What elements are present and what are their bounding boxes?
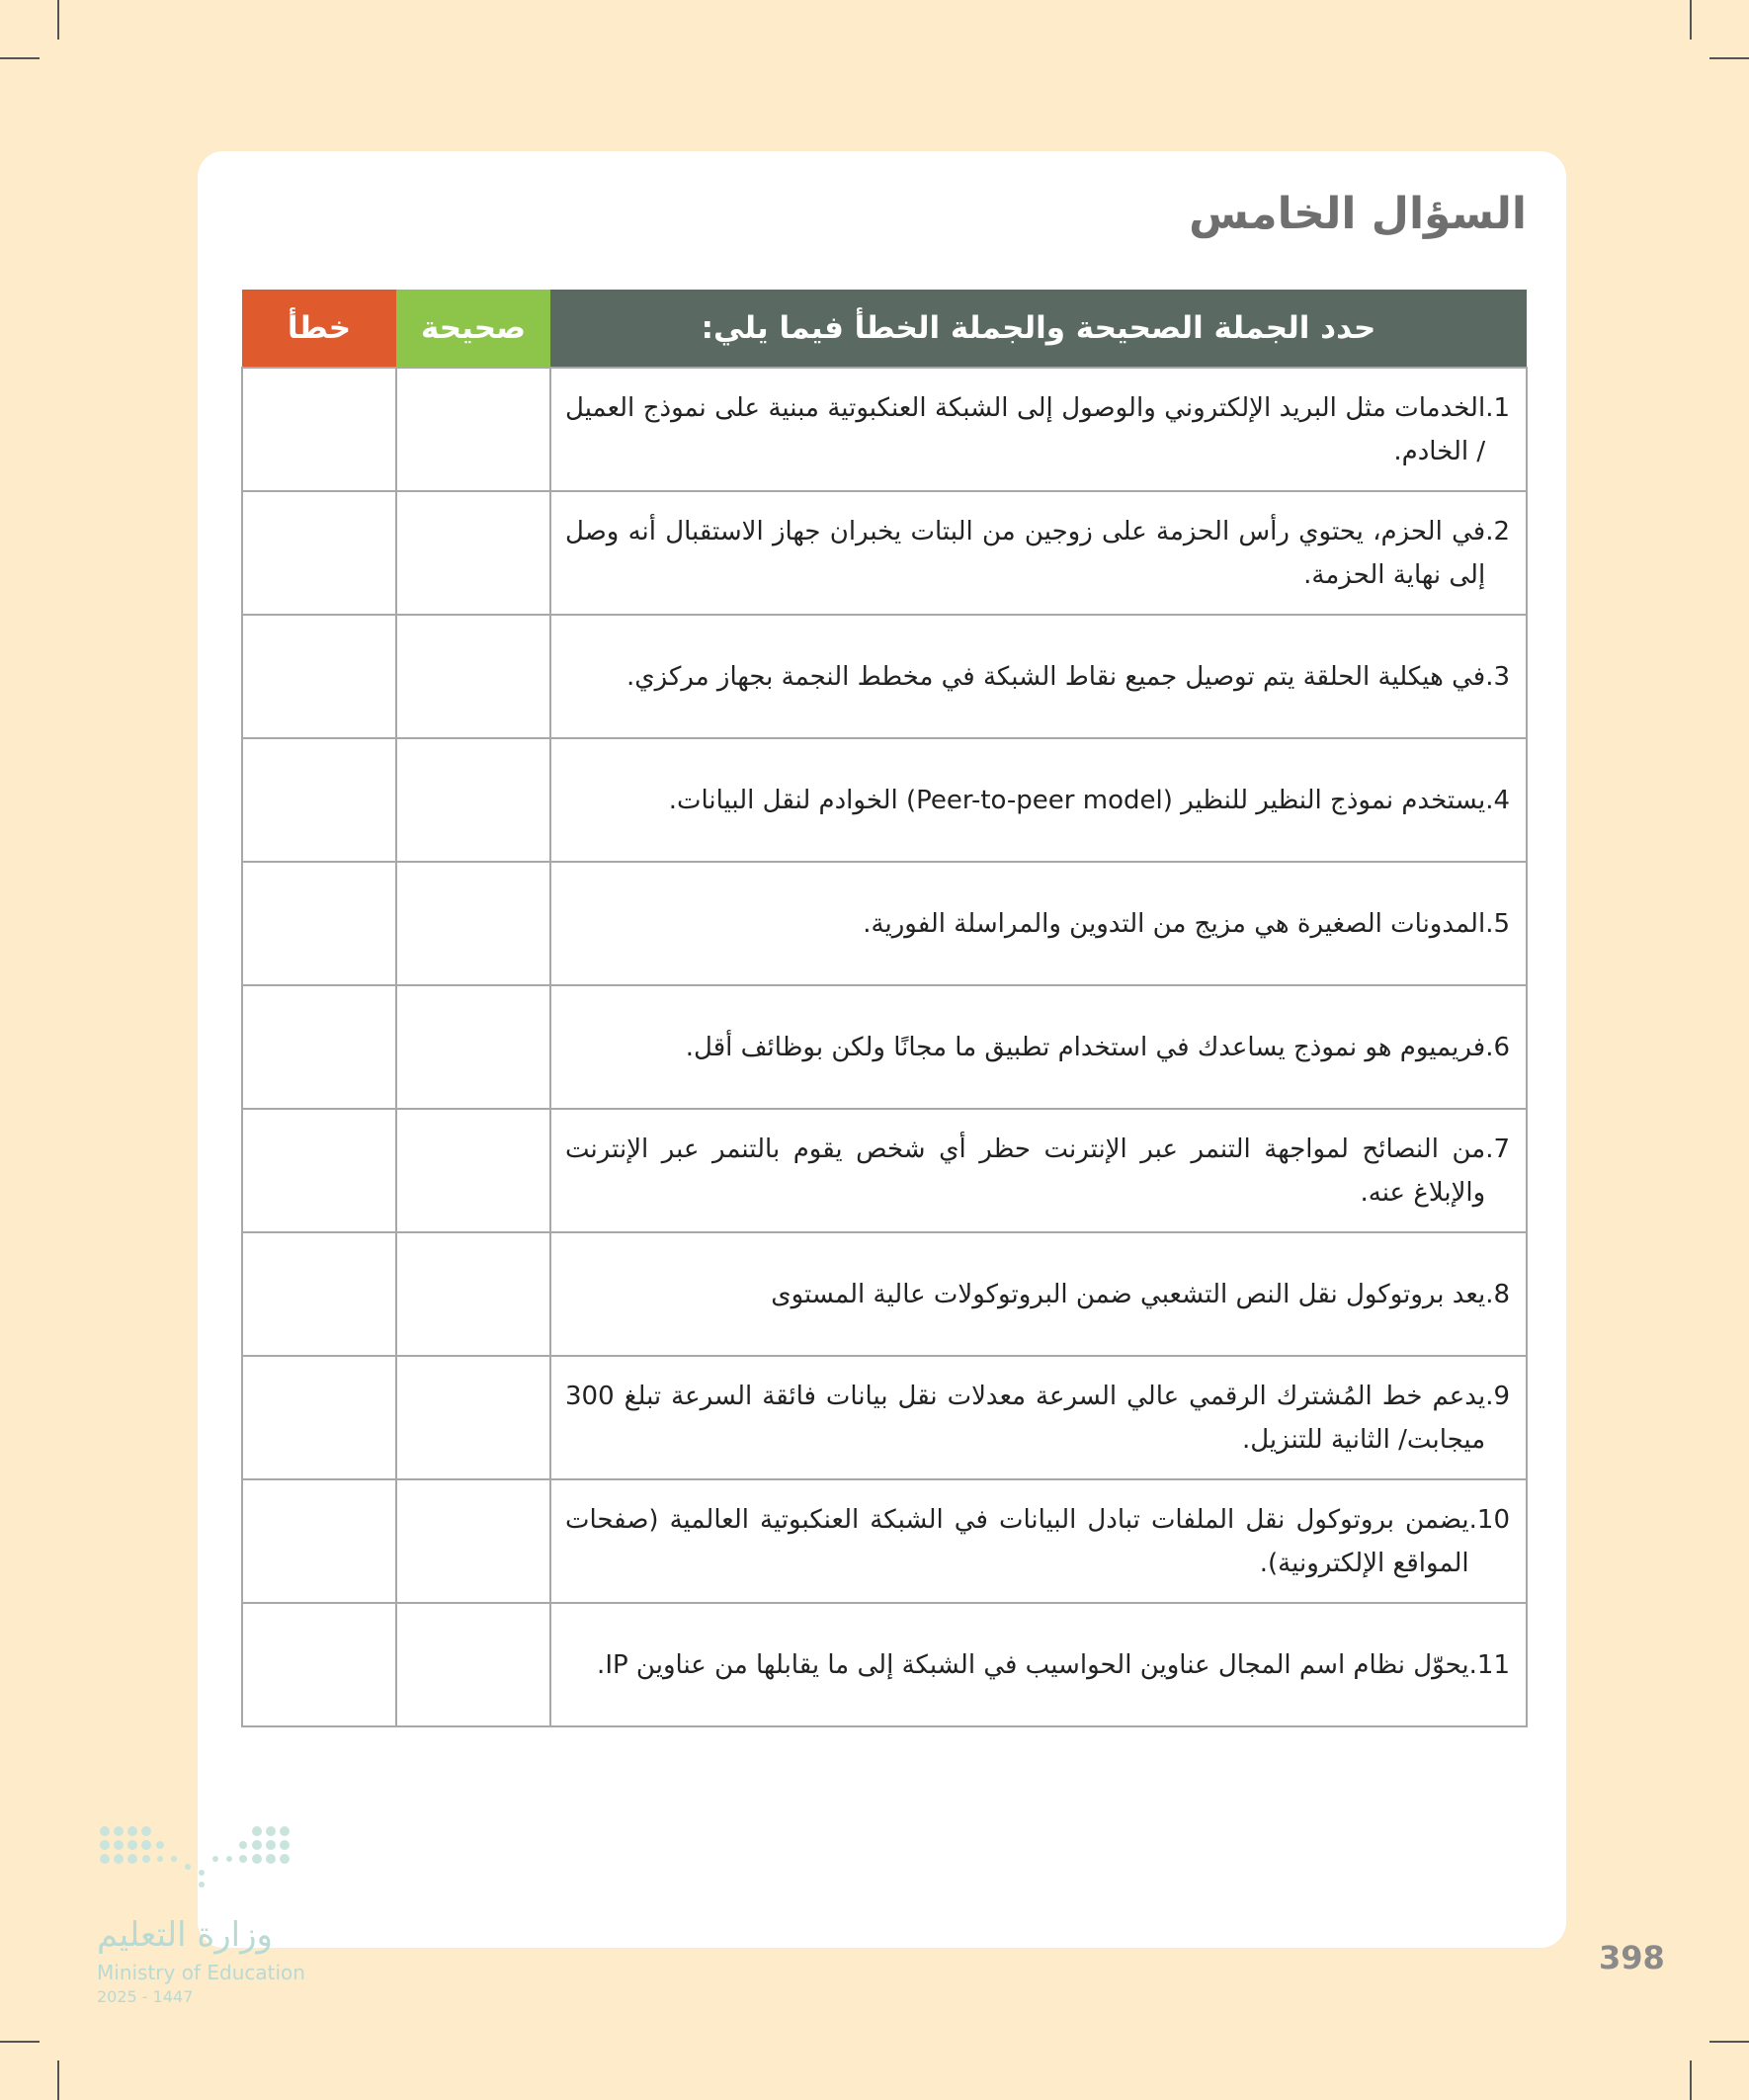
answer-wrong-cell[interactable] [242,615,396,738]
crop-mark [57,2060,59,2100]
table-row [242,1109,1527,1232]
statement-number: 3. [1485,661,1510,692]
statement-cell [550,1232,1527,1356]
statement-text: يحوّل نظام اسم المجال عناوين الحواسيب في الشبكة إلى ما يقابلها من عناوين IP. [597,1649,1469,1680]
statement-wrap [565,779,1510,822]
statement-text: الخدمات مثل البريد الإلكتروني والوصول إلى الشبكة العنكبوتية مبنية على نموذج العميل / الخادم. [565,392,1486,466]
statement-cell [550,1479,1527,1603]
statement-cell [550,1356,1527,1479]
logo-arabic-name: وزارة التعليم [97,1915,273,1955]
statement-wrap [565,1375,1510,1462]
answer-correct-cell[interactable] [396,1109,550,1232]
statement-number: 8. [1485,1279,1510,1309]
table-row [242,615,1527,738]
logo-year: 2025 - 1447 [97,1987,194,2006]
header-wrong: خطأ [242,290,396,368]
statement-cell [550,738,1527,862]
statement-text: يضمن بروتوكول نقل الملفات تبادل البيانات في الشبكة العنكبوتية العالمية (صفحات المواقع الإلكترونية). [565,1504,1469,1578]
answer-correct-cell[interactable] [396,615,550,738]
statement-number: 5. [1485,908,1510,939]
crop-mark [0,57,40,59]
crop-mark [1690,0,1692,40]
statement-wrap [565,1026,1510,1069]
answer-wrong-cell[interactable] [242,491,396,615]
table-row [242,1232,1527,1356]
answer-wrong-cell[interactable] [242,985,396,1109]
table-row [242,738,1527,862]
content-card [198,151,1566,1948]
table-row [242,985,1527,1109]
answer-correct-cell[interactable] [396,738,550,862]
statement-text: في هيكلية الحلقة يتم توصيل جميع نقاط الشبكة في مخطط النجمة بجهاز مركزي. [626,661,1486,692]
answer-correct-cell[interactable] [396,1232,550,1356]
statement-text: يعد بروتوكول نقل النص التشعبي ضمن البروتوكولات عالية المستوى [771,1279,1486,1309]
header-correct: صحيحة [396,290,550,368]
statement-cell [550,1603,1527,1726]
crop-mark [0,2041,40,2043]
statement-cell [550,862,1527,985]
crop-mark [1709,57,1749,59]
table-row [242,1479,1527,1603]
answer-correct-cell[interactable] [396,368,550,491]
statement-number: 4. [1485,785,1510,815]
answer-correct-cell[interactable] [396,862,550,985]
statement-cell [550,615,1527,738]
statement-cell [550,985,1527,1109]
statement-cell [550,1109,1527,1232]
crop-mark [57,0,59,40]
answer-wrong-cell[interactable] [242,1109,396,1232]
statement-number: 2. [1485,516,1510,546]
answer-wrong-cell[interactable] [242,1603,396,1726]
statement-wrap [565,1128,1510,1215]
statement-wrap [565,386,1510,473]
statement-wrap [565,1498,1510,1585]
statement-number: 9. [1485,1381,1510,1411]
answer-correct-cell[interactable] [396,1479,550,1603]
statement-text: يستخدم نموذج النظير للنظير (Peer-to-peer model) الخوادم لنقل البيانات. [668,785,1486,815]
table-row [242,491,1527,615]
table-row [242,862,1527,985]
table-header-row [242,290,1527,368]
table-row [242,1603,1527,1726]
answer-wrong-cell[interactable] [242,862,396,985]
table-row [242,368,1527,491]
statement-wrap [565,655,1510,699]
statement-wrap [565,1273,1510,1316]
crop-mark [1690,2060,1692,2100]
answer-wrong-cell[interactable] [242,738,396,862]
header-statement: حدد الجملة الصحيحة والجملة الخطأ فيما يلي: [550,290,1527,368]
answer-wrong-cell[interactable] [242,1232,396,1356]
statement-text: المدونات الصغيرة هي مزيج من التدوين والمراسلة الفورية. [863,908,1486,939]
statement-number: 7. [1485,1134,1510,1164]
statement-cell [550,491,1527,615]
answer-wrong-cell[interactable] [242,1356,396,1479]
statement-number: 11. [1468,1649,1510,1680]
page-title: السؤال الخامس [1189,189,1527,239]
statement-wrap [565,902,1510,946]
answer-correct-cell[interactable] [396,1356,550,1479]
answer-wrong-cell[interactable] [242,1479,396,1603]
logo-english-name: Ministry of Education [97,1961,305,1984]
statement-number: 1. [1485,392,1510,423]
statement-wrap [565,1643,1510,1687]
statement-number: 6. [1485,1032,1510,1062]
statement-text: في الحزم، يحتوي رأس الحزمة على زوجين من البتات يخبران جهاز الاستقبال أنه وصل إلى نهاية الحزمة. [565,516,1486,590]
answer-wrong-cell[interactable] [242,368,396,491]
statement-text: من النصائح لمواجهة التنمر عبر الإنترنت حظر أي شخص يقوم بالتنمر عبر الإنترنت والإبلاغ عنه. [565,1134,1486,1208]
answer-correct-cell[interactable] [396,491,550,615]
statement-wrap [565,510,1510,597]
statement-text: فريميوم هو نموذج يساعدك في استخدام تطبيق ما مجانًا ولكن بوظائف أقل. [685,1032,1486,1062]
ministry-logo-icon [97,1823,314,1912]
answer-correct-cell[interactable] [396,985,550,1109]
statement-cell [550,368,1527,491]
crop-mark [1709,2041,1749,2043]
page-number: 398 [1599,1939,1665,1976]
statement-text: يدعم خط المُشترك الرقمي عالي السرعة معدلات نقل بيانات فائقة السرعة تبلغ 300 ميجابت/ الثانية للتنزيل. [565,1381,1486,1455]
true-false-table [241,290,1528,1727]
statement-number: 10. [1468,1504,1510,1535]
table-row [242,1356,1527,1479]
answer-correct-cell[interactable] [396,1603,550,1726]
